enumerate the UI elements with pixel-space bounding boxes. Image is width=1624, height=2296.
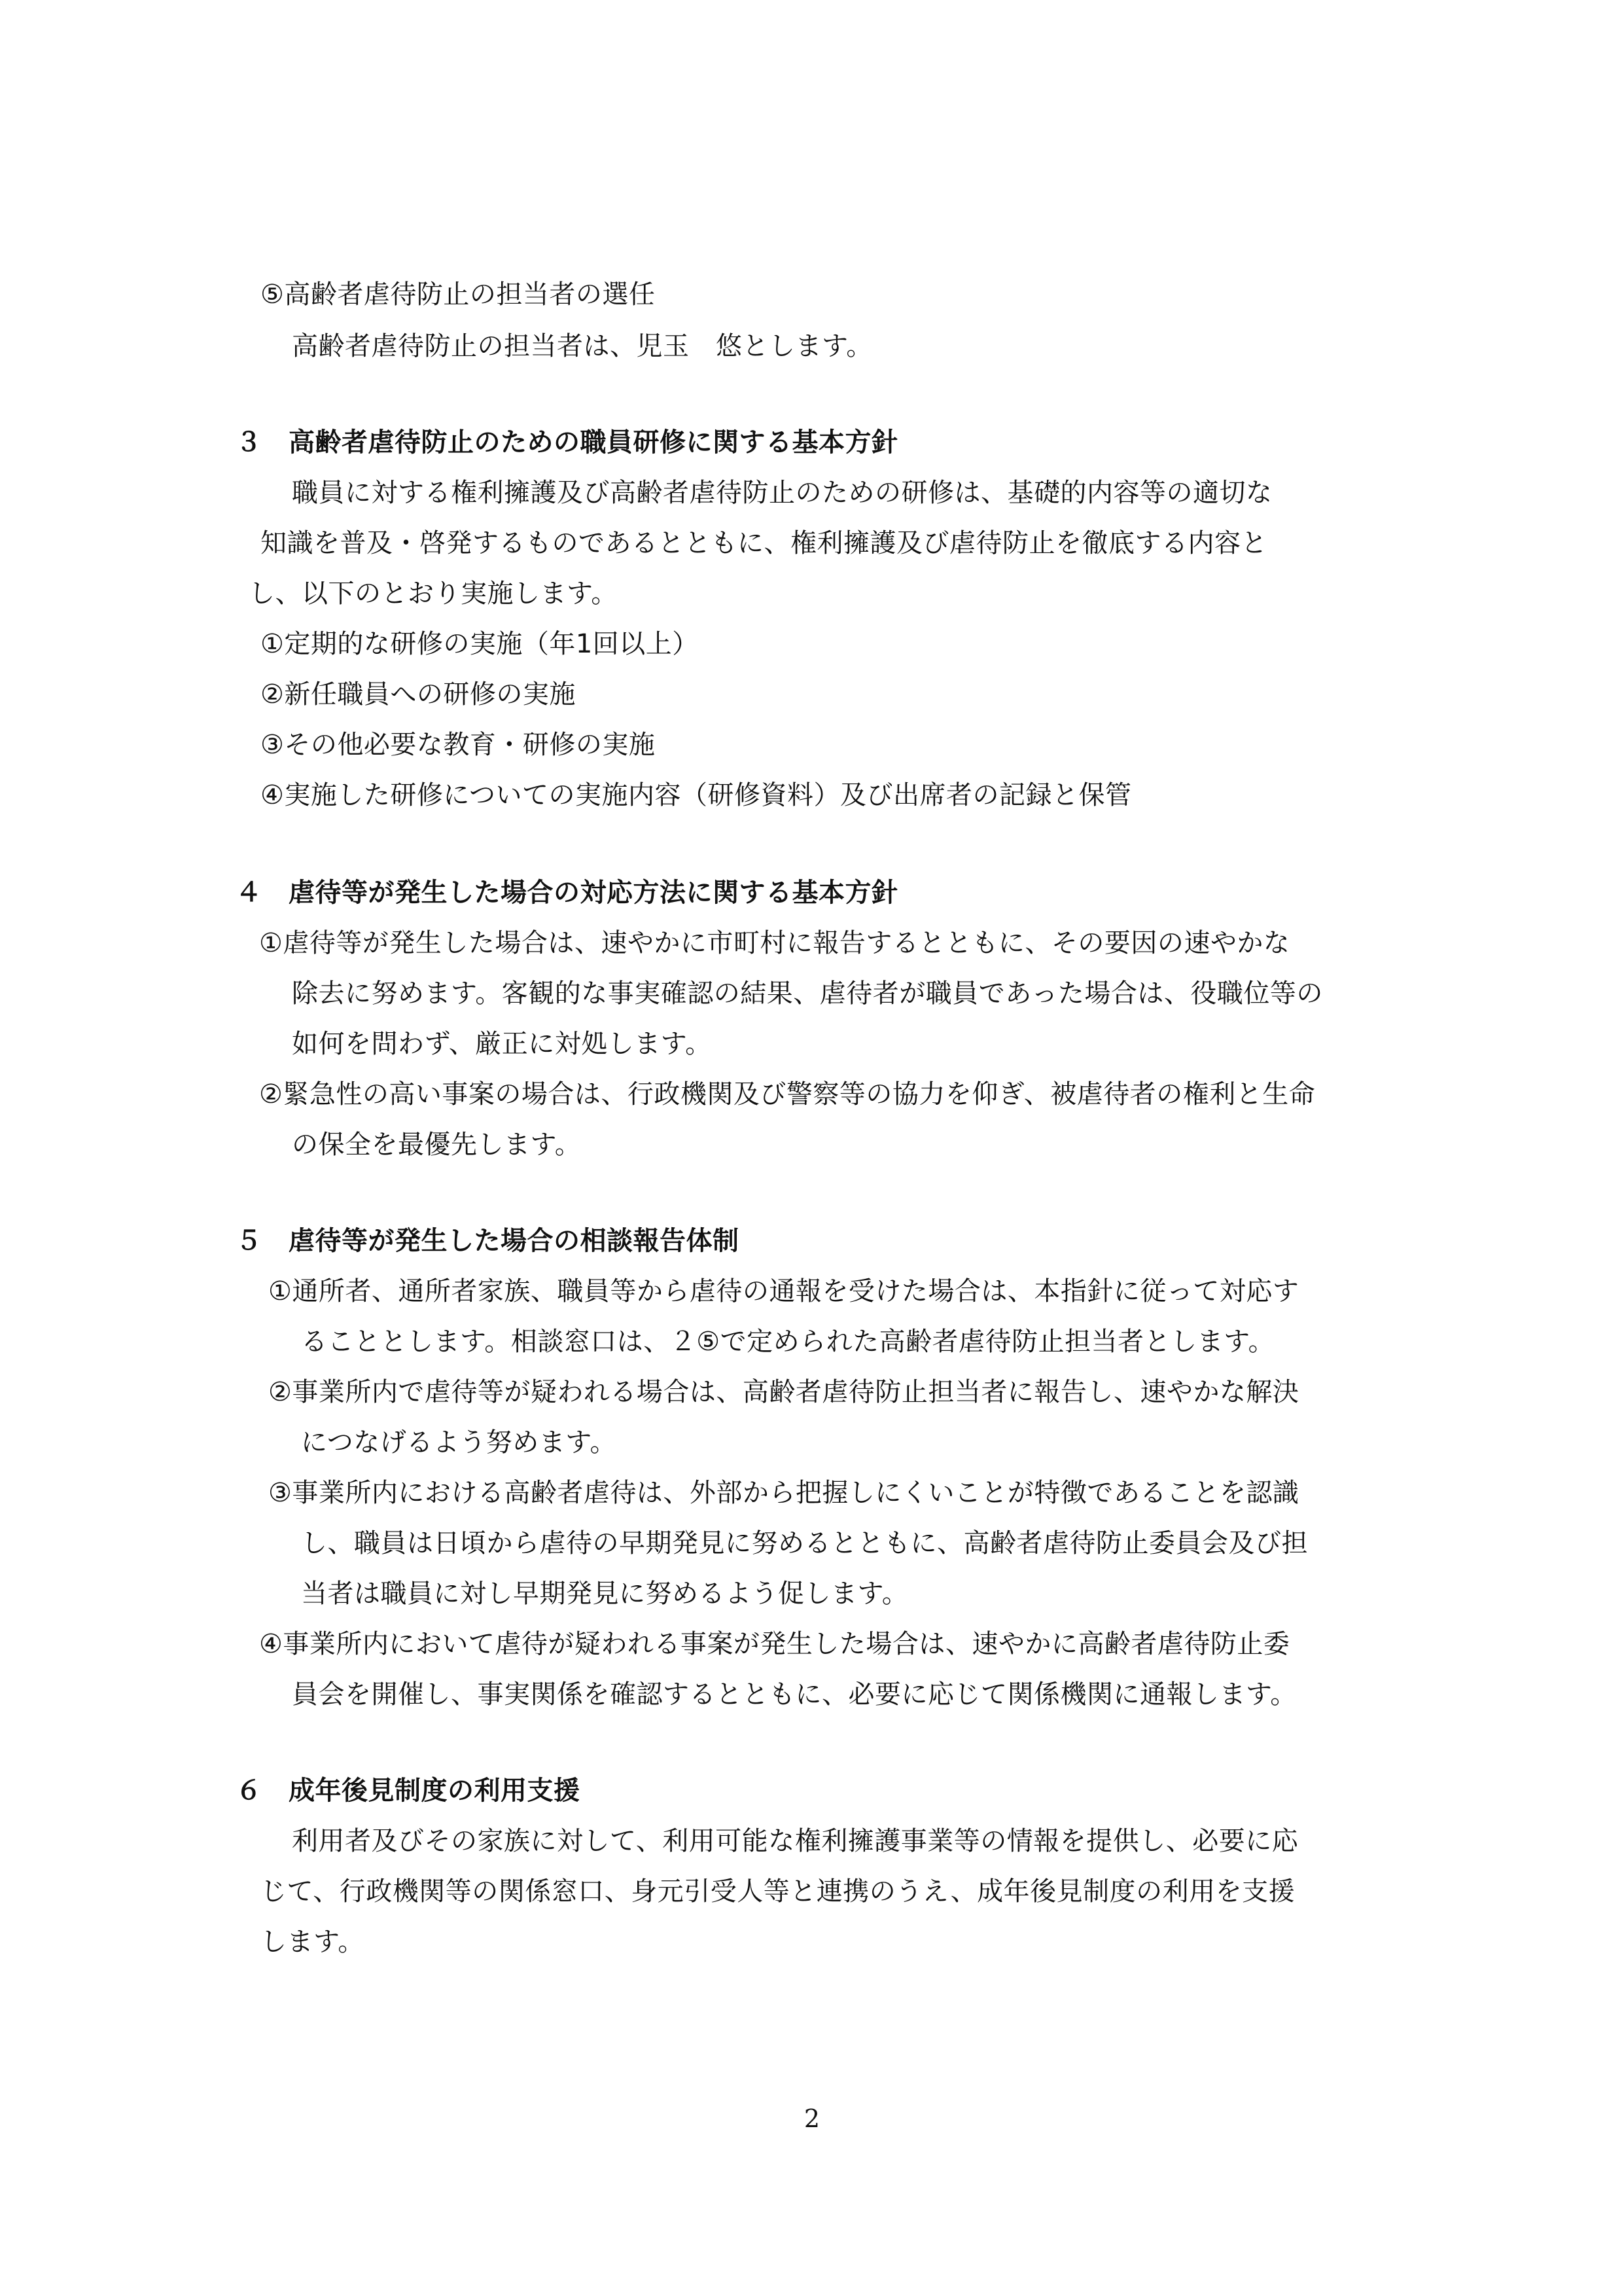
sec4-item2-line2: の保全を最優先します。 [292, 1130, 582, 1160]
sec3-para-line3: し、以下のとおり実施します。 [249, 579, 618, 609]
sec5-item1-line2: ることとします。相談窓口は、２⑤で定められた高齢者虐待防止担当者とします。 [301, 1327, 1275, 1357]
sec5-item2-line2: につなげるよう努めます。 [301, 1427, 616, 1458]
sec3-heading: ３ 高齢者虐待防止のための職員研修に関する基本方針 [236, 427, 898, 457]
sec3-para-line1: 職員に対する権利擁護及び高齢者虐待防止のための研修は、基礎的内容等の適切な [292, 478, 1273, 508]
sec4-item1-line2: 除去に努めます。客観的な事実確認の結果、虐待者が職員であった場合は、役職位等の [292, 978, 1323, 1009]
page-number: 2 [803, 2104, 821, 2133]
sec3-item: ③その他必要な教育・研修の実施 [260, 730, 656, 760]
sec2-item5-title: ⑤高齢者虐待防止の担当者の選任 [260, 279, 656, 310]
sec3-item: ②新任職員への研修の実施 [260, 679, 576, 709]
sec5-item3-line3: 当者は職員に対し早期発見に努めるよう促します。 [301, 1579, 909, 1609]
sec4-item1-line3: 如何を問わず、厳正に対処します。 [292, 1029, 712, 1059]
sec3-item: ④実施した研修についての実施内容（研修資料）及び出席者の記録と保管 [260, 780, 1132, 810]
sec5-item3-line2: し、職員は日頃から虐待の早期発見に努めるとともに、高齢者虐待防止委員会及び担 [301, 1528, 1308, 1558]
sec2-item5-body: 高齢者虐待防止の担当者は、児玉 悠とします。 [292, 331, 873, 361]
sec6-heading: ６ 成年後見制度の利用支援 [236, 1776, 580, 1806]
sec6-para-line3: します。 [260, 1927, 364, 1957]
sec6-para-line1: 利用者及びその家族に対して、利用可能な権利擁護事業等の情報を提供し、必要に応 [292, 1826, 1299, 1856]
sec4-item1-line1: ①虐待等が発生した場合は、速やかに市町村に報告するとともに、その要因の速やかな [259, 928, 1290, 958]
sec5-item4-line1: ④事業所内において虐待が疑われる事案が発生した場合は、速やかに高齢者虐待防止委 [259, 1629, 1290, 1659]
sec4-item2-line1: ②緊急性の高い事案の場合は、行政機関及び警察等の協力を仰ぎ、被虐待者の権利と生命 [259, 1079, 1316, 1109]
sec3-para-line2: 知識を普及・啓発するものであるとともに、権利擁護及び虐待防止を徹底する内容と [260, 528, 1267, 558]
sec5-item4-line2: 員会を開催し、事実関係を確認するとともに、必要に応じて関係機関に通報します。 [292, 1679, 1297, 1710]
sec5-item3-line1: ③事業所内における高齢者虐待は、外部から把握しにくいことが特徴であることを認識 [268, 1478, 1299, 1508]
sec5-heading: ５ 虐待等が発生した場合の相談報告体制 [236, 1226, 739, 1256]
sec5-item2-line1: ②事業所内で虐待等が疑われる場合は、高齢者虐待防止担当者に報告し、速やかな解決 [268, 1377, 1299, 1407]
sec5-item1-line1: ①通所者、通所者家族、職員等から虐待の通報を受けた場合は、本指針に従って対応す [268, 1276, 1299, 1306]
sec3-item: ①定期的な研修の実施（年1回以上） [260, 629, 699, 659]
sec6-para-line2: じて、行政機関等の関係窓口、身元引受人等と連携のうえ、成年後見制度の利用を支援 [260, 1876, 1296, 1907]
sec4-heading: ４ 虐待等が発生した場合の対応方法に関する基本方針 [236, 878, 898, 908]
